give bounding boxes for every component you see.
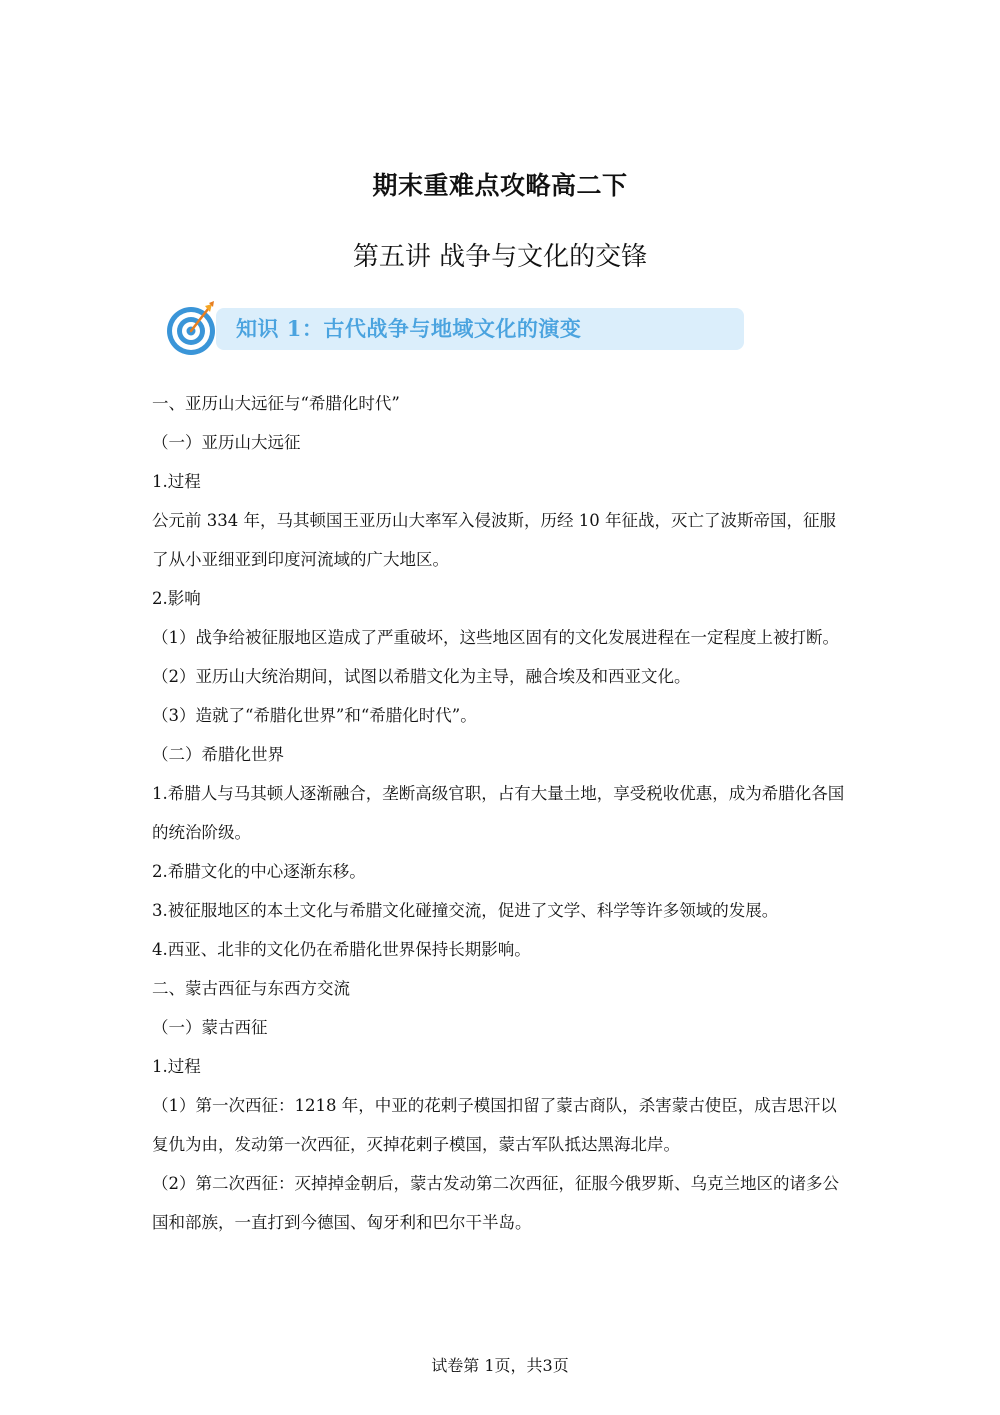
- item-label: 1.过程: [152, 1057, 201, 1076]
- page-footer: 试卷第 1页，共3页: [431, 1356, 569, 1375]
- paragraph: 4.西亚、北非的文化仍在希腊化世界保持长期影响。: [152, 940, 531, 959]
- subheading-2-1: （一）蒙古西征: [152, 1018, 268, 1037]
- subheading-1-1: （一）亚历山大远征: [152, 433, 301, 452]
- paragraph: 2.希腊文化的中心逐渐东移。: [152, 862, 366, 881]
- page-subtitle: 第五讲 战争与文化的交锋: [352, 242, 648, 272]
- heading-section-1: 一、亚历山大远征与“希腊化时代”: [152, 394, 400, 413]
- target-icon: [164, 300, 222, 358]
- paragraph: 3.被征服地区的本土文化与希腊文化碰撞交流，促进了文学、科学等许多领域的发展。: [152, 901, 779, 920]
- section-banner: [164, 300, 748, 358]
- paragraph: （1）战争给被征服地区造成了严重破坏，这些地区固有的文化发展进程在一定程度上被打断。: [152, 628, 839, 647]
- document-body: [152, 384, 852, 1242]
- page-title: 期末重难点攻略高二下: [372, 171, 628, 200]
- paragraph: 1.希腊人与马其顿人逐渐融合，垄断高级官职，占有大量土地，享受税收优惠，成为希腊化各国的统治阶级。: [152, 784, 845, 842]
- paragraph: （2）亚历山大统治期间，试图以希腊文化为主导，融合埃及和西亚文化。: [152, 667, 691, 686]
- item-label: 1.过程: [152, 472, 201, 491]
- item-label: 2.影响: [152, 589, 201, 608]
- heading-section-2: 二、蒙古西征与东西方交流: [152, 979, 350, 998]
- paragraph: （2）第二次西征：灭掉掉金朝后，蒙古发动第二次西征，征服今俄罗斯、乌克兰地区的诸多公国和部族，一直打到今德国、匈牙利和巴尔干半岛。: [152, 1174, 839, 1232]
- paragraph: 公元前 334 年，马其顿国王亚历山大率军入侵波斯，历经 10 年征战，灭亡了波斯帝国，征服了从小亚细亚到印度河流域的广大地区。: [152, 511, 836, 569]
- subheading-1-2: （二）希腊化世界: [152, 745, 284, 764]
- paragraph: （1）第一次西征：1218 年，中亚的花剌子模国扣留了蒙古商队，杀害蒙古使臣，成吉思汗以复仇为由，发动第一次西征，灭掉花剌子模国，蒙古军队抵达黑海北岸。: [152, 1096, 837, 1154]
- paragraph: （3）造就了“希腊化世界”和“希腊化时代”。: [152, 706, 477, 725]
- banner-title: 知识 1：古代战争与地域文化的演变: [236, 316, 582, 341]
